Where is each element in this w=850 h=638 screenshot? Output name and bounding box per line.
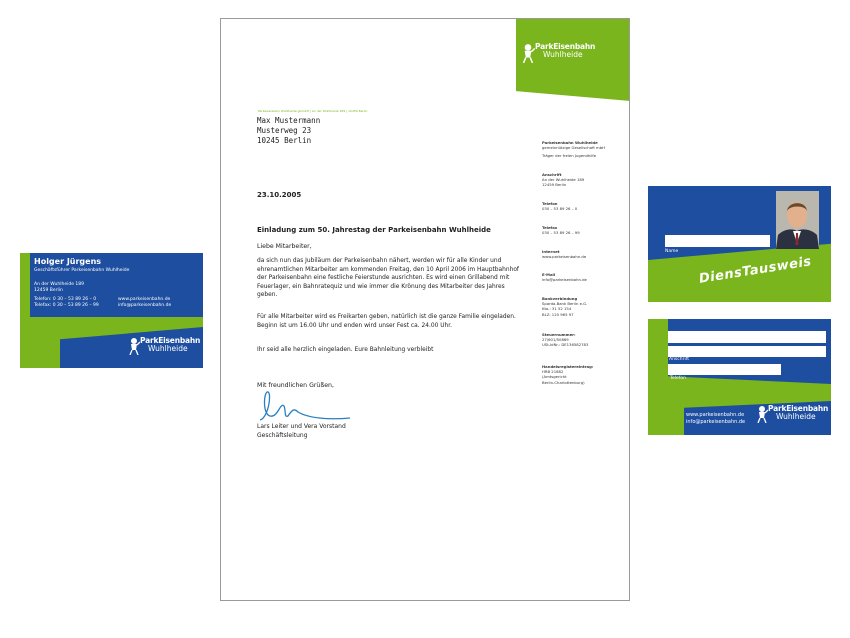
id-card-title: DiensTausweis	[698, 254, 813, 287]
card-name: Holger Jürgens	[34, 257, 102, 266]
phone-label: Telefon	[670, 376, 686, 381]
business-card	[20, 253, 203, 368]
sidebar-company: Parkeisenbahn Wuhlheide gemeinnützige Gesellschaft mbH Träger der freien Jugendhilfe	[542, 140, 605, 159]
letterhead	[220, 18, 630, 601]
signature-scribble	[258, 388, 353, 426]
address-field-1	[668, 331, 826, 343]
name-label: Name	[665, 249, 679, 254]
conductor-figure-icon	[521, 43, 535, 63]
parkeisenbahn-logo: ParkEisenbahn Wuhlheide	[521, 43, 595, 63]
letter-closing: Mit freundlichen Grüßen,	[257, 382, 334, 389]
card-address: An der Wuhlheide 189 12459 Berlin	[34, 282, 85, 293]
sidebar-fax: Telefax 030 – 53 89 26 – 99	[542, 225, 580, 236]
id-card-front	[648, 186, 831, 302]
address-label: Anschrift	[669, 357, 689, 362]
letter-paragraph: Für alle Mitarbeiter wird es Freikarten geben, natürlich ist die ganze Familie eingeladen. Beginn ist um 16.00 Uhr und enden wird unser Fest ca. 24.00 Uhr.	[257, 314, 516, 329]
signatories: Lars Leiter und Vera Vorstand Geschäftsleitung	[257, 423, 346, 439]
sidebar-tax: Steuernummer: 27/601/50869 USt-IdNr.: DE136582783	[542, 332, 589, 348]
letter-date: 23.10.2005	[257, 191, 302, 199]
sidebar-bank: Bankverbindung Sparda-Bank Berlin e.G. Kto.: 31 52 154 BLZ: 120 965 97	[542, 296, 588, 317]
letter-subject: Einladung zum 50. Jahrestag der Parkeisenbahn Wuhlheide	[257, 226, 491, 234]
sidebar-internet: Internet www.parkeisenbahn.de	[542, 249, 587, 260]
id-card-back	[648, 319, 831, 435]
letter-paragraph: Ihr seid alle herzlich eingeladen. Eure Bahnleitung verbleibt	[257, 347, 434, 353]
employee-photo	[776, 191, 819, 249]
conductor-figure-icon	[128, 337, 140, 355]
phone-field	[668, 364, 781, 375]
card-phone: Telefon: 0 30 – 53 89 26 – 0 Telefax: 0 30 – 53 89 26 – 99	[34, 297, 99, 308]
recipient-address: Max Mustermann Musterweg 23 10245 Berlin	[257, 116, 321, 145]
card-role: Geschäftsführer Parkeisenbahn Wuhlheide	[34, 268, 130, 273]
letter-paragraph: da sich nun das Jubiläum der Parkeisenbahn nähert, werden wir für alle Kinder und ehrenamtlichen Mitarbeiter am kommenden Freitag, den 10 April 2006 im Hauptbahnhof der Parkeisenbahn eine festliche Feierstunde ausrichten. Es wird einen Grillabend mit Feuerlager, ein Bahnratequiz und wie immer die Krönung des Mitarbeiter des Jahres geben.	[257, 258, 520, 299]
letter-greeting: Liebe Mitarbeiter,	[257, 243, 312, 250]
sidebar-register: Handelsregistereintrag: HRB 21682 (Amtsgericht Berlin-Charlottenburg)	[542, 364, 594, 385]
sidebar-email: E-Mail info@parkeisenbahn.de	[542, 272, 587, 283]
sidebar-phone: Telefon 030 – 53 89 26 – 0	[542, 201, 578, 212]
parkeisenbahn-logo: ParkEisenbahn Wuhlheide	[128, 337, 200, 355]
sidebar-address: Anschrift An der Wuhlheide 189 12459 Berlin	[542, 172, 585, 188]
id-back-web: www.parkeisenbahn.de info@parkeisenbahn.de	[686, 412, 746, 425]
card-web: www.parkeisenbahn.de info@parkeisenbahn.de	[118, 297, 172, 308]
conductor-figure-icon	[756, 405, 768, 423]
address-field-2	[668, 346, 826, 357]
name-field	[665, 235, 770, 247]
sender-line: Parkeisenbahn Wuhlheide gGmbH | An der Wuhlheide 189 | 12459 Berlin	[258, 109, 368, 113]
parkeisenbahn-logo: ParkEisenbahn Wuhlheide	[756, 405, 828, 423]
